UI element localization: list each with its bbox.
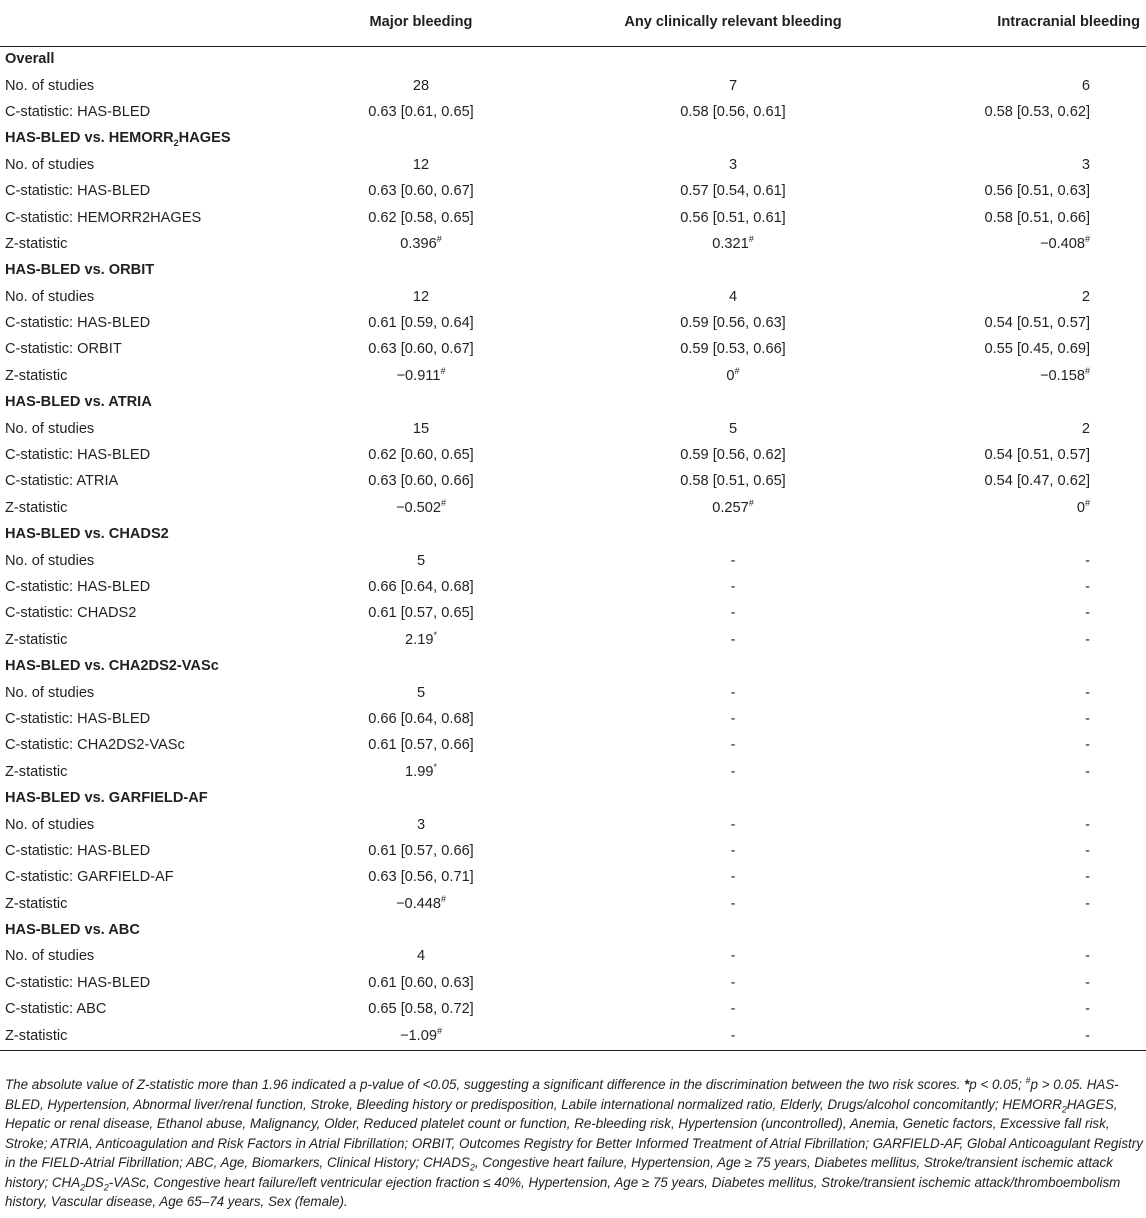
row-label: Z-statistic (5, 235, 68, 252)
cell-intracranial-bleeding: 3 (1081, 156, 1090, 173)
table-row (0, 970, 1146, 996)
cell-major-bleeding: 2.19* (405, 629, 437, 648)
table-row (0, 943, 1146, 969)
section-header-row (0, 389, 1146, 415)
section-title: HAS-BLED vs. CHADS2 (5, 526, 169, 543)
cell-major-bleeding: 15 (412, 420, 430, 437)
row-label: C-statistic: HAS-BLED (5, 974, 151, 991)
cell-clinically-relevant-bleeding: 0.257# (712, 497, 754, 516)
row-label: C-statistic: CHA2DS2-VASc (5, 737, 185, 754)
row-label: C-statistic: ABC (5, 1001, 107, 1018)
cell-intracranial-bleeding: - (1085, 816, 1090, 833)
cell-major-bleeding: 0.63 [0.60, 0.67] (368, 183, 474, 200)
cell-intracranial-bleeding: - (1085, 974, 1090, 991)
row-label: No. of studies (5, 816, 95, 833)
cell-major-bleeding: 5 (416, 684, 426, 701)
cell-intracranial-bleeding: - (1085, 737, 1090, 754)
row-label: Z-statistic (5, 631, 68, 648)
row-label: Z-statistic (5, 367, 68, 384)
table-row (0, 811, 1146, 837)
cell-major-bleeding: 0.62 [0.58, 0.65] (368, 209, 474, 226)
cell-major-bleeding: 12 (412, 288, 430, 305)
cell-major-bleeding: 0.63 [0.60, 0.66] (368, 473, 474, 490)
cell-intracranial-bleeding: - (1085, 869, 1090, 886)
table-row (0, 864, 1146, 890)
cell-major-bleeding: 1.99* (405, 761, 437, 780)
header-label-column (0, 0, 316, 46)
cell-major-bleeding: 0.62 [0.60, 0.65] (368, 447, 474, 464)
footnote-text: The absolute value of Z-statistic more than 1.96 indicated a p-value of <0.05, suggesting a significant difference in the discrimination between the two risk scores. *p < 0.05; #p > 0.05. HAS-BLED, Hypertension, Abnormal liver/renal function, Stroke, Bleeding history or predisposition, Labile international normalized ratio, Elderly, Drugs/alcohol concomitantly; $HEMORR_2HAGES$, Hepatic or renal disease, Ethanol abuse, Malignancy, Older, Reduced platelet count or function, Re-bleeding risk, Hypertension (uncontrolled), Anemia, Genetic factors, Excessive fall risk, Stroke; ATRIA, Anticoagulation and Risk Factors in Atrial Fibrillation; ORBIT, Outcomes Registry for Better Informed Treatment of Atrial Fibrillation; GARFIELD-AF, Global Anticoagulant Registry in the FIELD-Atrial Fibrillation; ABC, Age, Biomarkers, Clinical History; $CHADS_2$, Congestive heart failure, Hypertension, Age ≥ 75 years, Diabetes mellitus, Stroke/transient ischemic attack history; $CHA_2DS_2$-VASc, Congestive heart failure/left ventricular ejection fraction ≤ 40%, Hypertension, Age ≥ 75 years, Diabetes mellitus, Stroke/transient ischemic attack/thromboembolism history, Vascular disease, Age 65–74 years, Sex (female). (5, 1075, 1143, 1209)
row-label: C-statistic: HEMORR2HAGES (5, 209, 202, 226)
table-row (0, 415, 1146, 441)
cell-intracranial-bleeding: - (1085, 605, 1090, 622)
cell-major-bleeding: 0.65 [0.58, 0.72] (368, 1001, 474, 1018)
cell-intracranial-bleeding: - (940, 1022, 1146, 1050)
section-title: HAS-BLED vs. GARFIELD-AF (5, 790, 208, 807)
cell-major-bleeding: 0.63 [0.56, 0.71] (368, 869, 474, 886)
cell-clinically-relevant-bleeding: - (730, 579, 736, 595)
cell-major-bleeding: 0.61 [0.57, 0.66] (368, 842, 474, 859)
table-row (0, 706, 1146, 732)
row-label: Z-statistic (5, 763, 68, 780)
cell-intracranial-bleeding: - (1085, 710, 1090, 727)
cell-clinically-relevant-bleeding: - (730, 842, 736, 859)
cell-major-bleeding: 5 (416, 552, 426, 569)
cell-clinically-relevant-bleeding: - (730, 1001, 736, 1018)
table-footnote (5, 1075, 1143, 1212)
table-row (0, 204, 1146, 230)
table-row (0, 600, 1146, 626)
row-label: C-statistic: CHADS2 (5, 605, 137, 622)
cell-major-bleeding: 28 (412, 77, 430, 94)
cell-clinically-relevant-bleeding: 0.59 [0.56, 0.63] (680, 315, 786, 332)
cell-clinically-relevant-bleeding: 0.59 [0.56, 0.62] (680, 447, 786, 464)
cell-clinically-relevant-bleeding: 7 (728, 77, 738, 94)
table-row (0, 442, 1146, 468)
cell-clinically-relevant-bleeding: - (730, 816, 736, 833)
cell-major-bleeding: 0.66 [0.64, 0.68] (368, 710, 474, 727)
section-header-row (0, 46, 1146, 72)
cell-clinically-relevant-bleeding: 0.56 [0.51, 0.61] (680, 209, 786, 226)
section-header-row (0, 785, 1146, 811)
row-label: No. of studies (5, 156, 95, 173)
cell-major-bleeding: −0.911# (396, 366, 446, 384)
table-row (0, 547, 1146, 573)
cell-major-bleeding: −0.502# (395, 497, 447, 516)
cell-major-bleeding: 0.61 [0.59, 0.64] (368, 315, 474, 332)
cell-major-bleeding: 0.63 [0.60, 0.67] (368, 341, 474, 358)
section-header-row (0, 257, 1146, 283)
cell-major-bleeding: −0.448# (395, 893, 447, 912)
row-label: C-statistic: ORBIT (5, 341, 122, 358)
cell-clinically-relevant-bleeding: 3 (728, 156, 738, 173)
cell-major-bleeding: 0.61 [0.57, 0.65] (368, 605, 474, 622)
row-label: C-statistic: HAS-BLED (5, 103, 151, 120)
cell-clinically-relevant-bleeding: - (730, 895, 736, 912)
table-row (0, 99, 1146, 125)
cell-major-bleeding: 12 (412, 156, 430, 173)
cell-clinically-relevant-bleeding: 0.57 [0.54, 0.61] (680, 183, 786, 200)
cell-clinically-relevant-bleeding: 0.58 [0.56, 0.61] (680, 103, 786, 120)
section-title: HAS-BLED vs. CHA2DS2-VASc (5, 658, 219, 675)
table-row (0, 574, 1146, 600)
table-row (0, 732, 1146, 758)
cell-intracranial-bleeding: - (1085, 948, 1090, 965)
cell-intracranial-bleeding: 0# (1076, 497, 1090, 516)
table-row (0, 336, 1146, 362)
header-intracranial-bleeding: Intracranial bleeding (940, 0, 1146, 46)
row-label: No. of studies (5, 288, 95, 305)
cell-intracranial-bleeding: - (1085, 552, 1090, 569)
table-row (0, 284, 1146, 310)
section-title: HAS-BLED vs. ATRIA (5, 394, 152, 411)
cell-intracranial-bleeding: - (1085, 1001, 1090, 1018)
row-label: No. of studies (5, 684, 95, 701)
cell-clinically-relevant-bleeding: 4 (728, 288, 738, 305)
section-title: HAS-BLED vs. $HEMORR_2HAGES$ (5, 130, 231, 149)
table-row (0, 178, 1146, 204)
table-row (0, 759, 1146, 785)
table-row (0, 1022, 1146, 1050)
cell-intracranial-bleeding: - (1085, 763, 1090, 780)
section-title: Overall (5, 51, 55, 68)
cell-major-bleeding: 0.63 [0.61, 0.65] (368, 103, 474, 120)
cell-clinically-relevant-bleeding: - (730, 869, 736, 886)
table-row (0, 996, 1146, 1022)
row-label: C-statistic: HAS-BLED (5, 447, 151, 464)
row-label: C-statistic: GARFIELD-AF (5, 869, 174, 886)
cell-clinically-relevant-bleeding: - (730, 974, 736, 991)
table-row (0, 152, 1146, 178)
cell-clinically-relevant-bleeding: - (730, 737, 736, 754)
table-row (0, 679, 1146, 705)
cell-major-bleeding: 3 (416, 816, 426, 833)
cell-major-bleeding: 0.61 [0.60, 0.63] (368, 974, 474, 991)
section-header-row (0, 521, 1146, 547)
cell-major-bleeding: 4 (416, 948, 426, 965)
row-label: C-statistic: HAS-BLED (5, 842, 151, 859)
cell-major-bleeding: 0.66 [0.64, 0.68] (368, 579, 474, 595)
cell-major-bleeding: 0.396# (400, 234, 442, 252)
cell-intracranial-bleeding: - (1085, 631, 1090, 648)
cell-clinically-relevant-bleeding: 0.59 [0.53, 0.66] (680, 341, 786, 358)
cell-intracranial-bleeding: 0.54 [0.51, 0.57] (984, 315, 1090, 332)
table-body (0, 46, 1146, 1050)
cell-clinically-relevant-bleeding: 0.58 [0.51, 0.65] (680, 473, 786, 490)
cell-intracranial-bleeding: −0.408# (1039, 234, 1090, 252)
cell-clinically-relevant-bleeding: - (730, 763, 736, 780)
table-row (0, 891, 1146, 917)
cell-clinically-relevant-bleeding: - (730, 552, 736, 569)
table-row (0, 231, 1146, 257)
row-label: Z-statistic (5, 895, 68, 912)
cell-major-bleeding: −1.09# (316, 1022, 526, 1050)
row-label: No. of studies (5, 948, 95, 965)
cell-clinically-relevant-bleeding: - (730, 684, 736, 701)
row-label: C-statistic: HAS-BLED (5, 315, 151, 332)
section-header-row (0, 653, 1146, 679)
cell-clinically-relevant-bleeding: - (526, 1022, 940, 1050)
row-label: C-statistic: HAS-BLED (5, 579, 151, 595)
row-label: Z-statistic (5, 499, 68, 516)
cell-intracranial-bleeding: - (1085, 684, 1090, 701)
cell-intracranial-bleeding: 6 (1081, 77, 1090, 94)
cell-clinically-relevant-bleeding: - (730, 631, 736, 648)
section-header-row (0, 917, 1146, 943)
header-clinically-relevant-bleeding: Any clinically relevant bleeding (526, 0, 940, 46)
table-row (0, 72, 1146, 98)
row-label: C-statistic: HAS-BLED (5, 183, 151, 200)
row-label: C-statistic: HAS-BLED (5, 710, 151, 727)
cell-clinically-relevant-bleeding: - (730, 605, 736, 622)
cell-intracranial-bleeding: 2 (1081, 288, 1090, 305)
cell-intracranial-bleeding: - (1085, 842, 1090, 859)
cell-intracranial-bleeding: −0.158# (1039, 366, 1090, 384)
table-row (0, 627, 1146, 653)
cell-intracranial-bleeding: 0.55 [0.45, 0.69] (984, 341, 1090, 358)
cell-clinically-relevant-bleeding: 5 (728, 420, 738, 437)
cell-intracranial-bleeding: 0.54 [0.47, 0.62] (984, 473, 1090, 490)
section-title: HAS-BLED vs. ORBIT (5, 262, 155, 279)
table-row (0, 468, 1146, 494)
cell-intracranial-bleeding: 0.54 [0.51, 0.57] (984, 447, 1090, 464)
cell-clinically-relevant-bleeding: 0.321# (712, 234, 754, 252)
row-label: C-statistic: ATRIA (5, 473, 119, 490)
table-row (0, 310, 1146, 336)
cell-major-bleeding: 0.61 [0.57, 0.66] (368, 737, 474, 754)
cell-clinically-relevant-bleeding: 0# (726, 366, 740, 384)
table-row (0, 495, 1146, 521)
row-label: No. of studies (5, 77, 95, 94)
cell-clinically-relevant-bleeding: - (730, 710, 736, 727)
table-row (0, 363, 1146, 389)
row-label: No. of studies (5, 552, 95, 569)
row-label: Z-statistic (0, 1022, 316, 1050)
cell-intracranial-bleeding: - (1085, 895, 1090, 912)
section-header-row (0, 125, 1146, 151)
row-label: No. of studies (5, 420, 95, 437)
cell-intracranial-bleeding: 0.56 [0.51, 0.63] (984, 183, 1090, 200)
header-row (0, 0, 1146, 46)
cell-intracranial-bleeding: 0.58 [0.51, 0.66] (984, 209, 1090, 226)
cell-intracranial-bleeding: - (1085, 579, 1090, 595)
header-major-bleeding: Major bleeding (316, 0, 526, 46)
cell-clinically-relevant-bleeding: - (730, 948, 736, 965)
table-row (0, 838, 1146, 864)
cell-intracranial-bleeding: 2 (1081, 420, 1090, 437)
section-title: HAS-BLED vs. ABC (5, 922, 140, 939)
cell-intracranial-bleeding: 0.58 [0.53, 0.62] (984, 103, 1090, 120)
